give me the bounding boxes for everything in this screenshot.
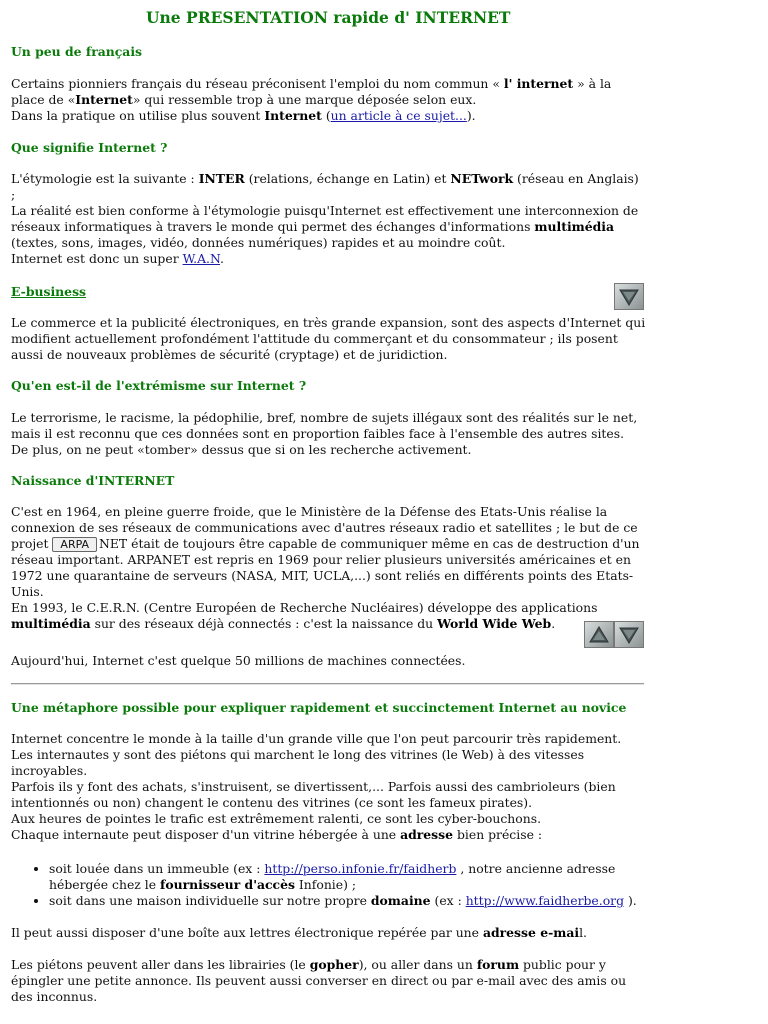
address-list <box>11 861 649 909</box>
wan-link[interactable]: W.A.N <box>182 251 221 266</box>
infonie-link[interactable]: http://perso.infonie.fr/faidherb <box>264 861 457 876</box>
faidherbe-link[interactable]: http://www.faidherbe.org <box>465 893 625 908</box>
arrow-down-icon <box>618 625 640 645</box>
nav-down-button[interactable] <box>614 283 644 310</box>
text: Aux heures de pointes le trafic est extrêmement ralenti, ce sont les cyber-bouchons. <box>11 811 542 826</box>
bold-text: domaine <box>370 893 431 908</box>
paragraph-francais <box>11 76 646 124</box>
text: » qui ressemble trop à une marque déposée selon eux. <box>132 92 477 107</box>
heading-signification: Que signifie Internet ? <box>11 140 168 155</box>
text: Il peut aussi disposer d'une boîte aux lettres électronique repérée par une <box>11 925 483 940</box>
text: ), ou aller dans un <box>358 957 477 972</box>
article-link[interactable]: un article à ce sujet... <box>330 108 467 123</box>
bold-text: World Wide Web <box>437 616 552 631</box>
text: . <box>220 251 224 266</box>
bold-text: Internet <box>75 92 133 107</box>
text: ). <box>466 108 476 123</box>
text: sur des réseaux déjà connectés : c'est la naissance du <box>90 616 438 631</box>
bold-text: multimédia <box>534 219 615 234</box>
paragraph-pietons <box>11 957 646 1005</box>
text: soit louée dans un immeuble (ex : <box>49 861 265 876</box>
text: Le terrorisme, le racisme, la pédophilie, bref, nombre de sujets illégaux sont des réalités sur le net, mais il est reconnu que ces données sont en proportion faibles face à l'ensemble des autres sites. <box>11 410 638 441</box>
text: L'étymologie est la suivante : <box>11 171 199 186</box>
heading-text: E-business <box>11 284 87 299</box>
text: Internet est donc un super <box>11 251 183 266</box>
arpa-button[interactable]: ARPA <box>52 537 97 552</box>
text: soit dans une maison individuelle sur notre propre <box>49 893 371 908</box>
list-item <box>49 861 649 893</box>
paragraph-email <box>11 925 646 941</box>
text: Chaque internaute peut disposer d'un vitrine hébergée à une <box>11 827 401 842</box>
heading-extremisme: Qu'en est-il de l'extrémisme sur Internet ? <box>11 378 307 393</box>
paragraph-metaphore <box>11 731 646 843</box>
heading-ebusiness <box>11 284 86 300</box>
text: (textes, sons, images, vidéo, données numériques) rapides et au moindre coût. <box>11 235 506 250</box>
bold-text: multimédia <box>11 616 91 631</box>
text: NET était de toujours être capable de communiquer même en cas de destruction d'un réseau important. ARPANET est repris en 1969 pour relier plusieurs universités américaines et en 1972 une quarantaine de serveurs (NASA, MIT, UCLA,...) sont reliés en différents points des Etats-Unis. <box>11 536 640 599</box>
text: De plus, on ne peut «tomber» dessus que si on les recherche activement. <box>11 442 472 457</box>
arrow-down-icon <box>618 287 640 307</box>
bold-text: fournisseur d'accès <box>160 877 295 892</box>
paragraph-etymologie <box>11 171 646 267</box>
paragraph-ebusiness: Le commerce et la publicité électroniques, en très grande expansion, sont des aspects d'Internet qui modifient actuellement profondément l'attitude du commerçant et du consommateur ; ils posent aussi de nouveaux problèmes de sécurité (cryptage) et de juridiction. <box>11 315 646 362</box>
text: bien précise : <box>453 827 543 842</box>
text: . <box>551 616 556 631</box>
paragraph-naissance <box>11 504 646 632</box>
text: Les internautes y sont des piétons qui marchent le long des vitrines (le Web) à des vitesses incroyables. <box>11 747 585 778</box>
text: , notre ancienne adresse hébergée chez le <box>49 861 616 892</box>
list-item <box>49 893 649 909</box>
nav-down-button[interactable] <box>614 621 644 648</box>
text: Infonie) ; <box>294 877 357 892</box>
bold-text: INTER <box>198 171 245 186</box>
bold-text: forum <box>476 957 520 972</box>
bold-text: gopher <box>309 957 359 972</box>
text: Dans la pratique on utilise plus souvent <box>11 108 265 123</box>
bold-text: Internet <box>264 108 322 123</box>
arrow-up-icon <box>588 625 610 645</box>
text: (réseau en Anglais) ; <box>11 171 639 202</box>
section-divider <box>11 683 644 685</box>
text: Les piétons peuvent aller dans les librairies (le <box>11 957 310 972</box>
text: ). <box>624 893 637 908</box>
text: (ex : <box>430 893 466 908</box>
paragraph-extremisme <box>11 410 646 458</box>
text: » à la place de « <box>11 76 612 107</box>
bold-text: adresse e-mai <box>482 925 580 940</box>
text: ( <box>321 108 331 123</box>
heading-naissance: Naissance d'INTERNET <box>11 473 175 488</box>
bold-text: adresse <box>400 827 454 842</box>
text: La réalité est bien conforme à l'étymologie puisqu'Internet est effectivement une interconnexion de réseaux informatiques à travers le monde qui permet des échanges d'informations <box>11 203 639 234</box>
nav-up-button[interactable] <box>584 621 614 648</box>
heading-francais: Un peu de français <box>11 44 143 59</box>
text: l. <box>579 925 587 940</box>
paragraph-aujourdhui: Aujourd'hui, Internet c'est quelque 50 millions de machines connectées. <box>11 653 466 668</box>
text: C'est en 1964, en pleine guerre froide, que le Ministère de la Défense des Etats-Unis réalise la connexion de ses réseaux de communications avec d'autres réseaux radio et satellites ; le but de ce projet <box>11 504 638 551</box>
bold-text: NETwork <box>450 171 514 186</box>
heading-metaphore: Une métaphore possible pour expliquer rapidement et succinctement Internet au novice <box>11 700 627 715</box>
text: public pour y épingler une petite annonce. Ils peuvent aussi converser en direct ou par e-mail avec des amis ou des inconnus. <box>11 957 627 1004</box>
page-title: Une PRESENTATION rapide d' INTERNET <box>146 8 511 27</box>
text: Parfois ils y font des achats, s'instruisent, se divertissent,... Parfois aussi des cambrioleurs (bien intentionnés ou non) changent le contenu des vitrines (ce sont les fameux pirates). <box>11 779 616 810</box>
text: (relations, échange en Latin) et <box>244 171 451 186</box>
text: En 1993, le C.E.R.N. (Centre Européen de Recherche Nucléaires) développe des applications <box>11 600 598 615</box>
text: Internet concentre le monde à la taille d'un grande ville que l'on peut parcourir très rapidement. <box>11 731 622 746</box>
text: Certains pionniers français du réseau préconisent l'emploi du nom commun « <box>11 76 504 91</box>
bold-text: l' internet <box>503 76 574 91</box>
